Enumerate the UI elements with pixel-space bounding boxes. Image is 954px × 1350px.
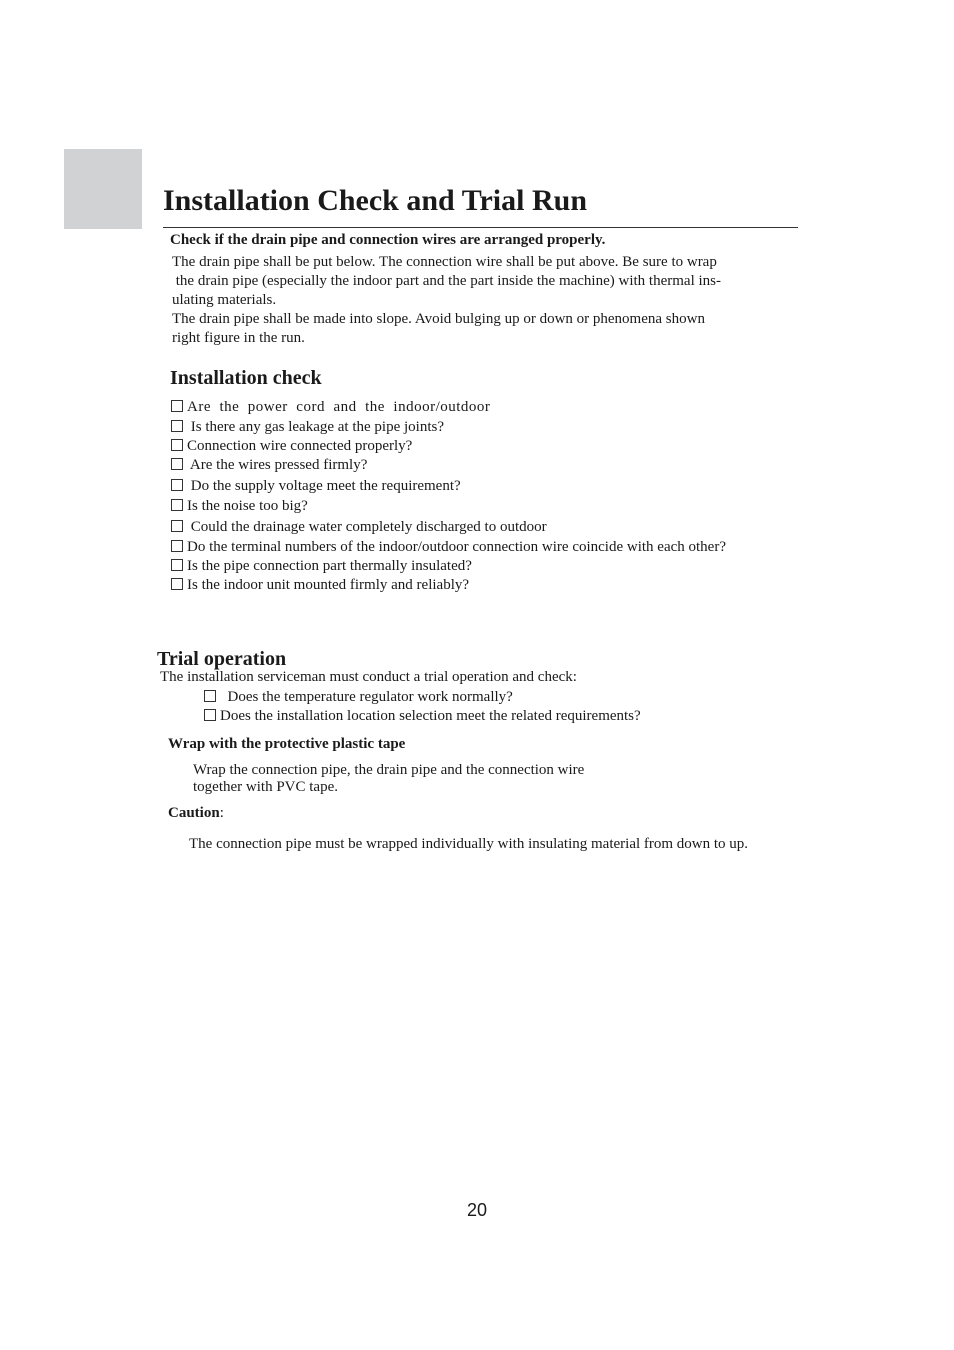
wrap-line-1: Wrap the connection pipe, the drain pipe and the connection wire — [193, 762, 585, 778]
check-item-drainage: Could the drainage water completely discharged to outdoor — [171, 518, 547, 537]
caution-text: The connection pipe must be wrapped individually with insulating material from down to up. — [189, 836, 749, 852]
arrangement-line-5: right figure in the run. — [172, 330, 305, 346]
wrap-heading: Wrap with the protective plastic tape — [168, 736, 406, 752]
arrangement-line-4: The drain pipe shall be made into slope. Avoid bulging up or down or phenomena shown — [172, 311, 705, 327]
check-item-supply-voltage: Do the supply voltage meet the requirement? — [171, 477, 461, 496]
arrangement-heading: Check if the drain pipe and connection wires are arranged properly. — [170, 232, 606, 248]
trial-operation-heading: Trial operation — [157, 648, 287, 670]
trial-item-installation-location: Does the installation location selection meet the related requirements? — [204, 707, 641, 726]
check-item-wires-pressed: Are the wires pressed firmly? — [171, 456, 367, 475]
caution-colon: : — [219, 805, 224, 821]
installation-check-heading: Installation check — [170, 367, 322, 389]
page-title: Installation Check and Trial Run — [163, 184, 587, 217]
arrangement-line-1: The drain pipe shall be put below. The connection wire shall be put above. Be sure to wrap — [172, 254, 717, 270]
checkbox-icon — [204, 709, 216, 721]
check-item-noise: Is the noise too big? — [171, 497, 308, 516]
checkbox-icon — [171, 400, 183, 412]
arrangement-line-2: the drain pipe (especially the indoor part and the part inside the machine) with thermal ins- — [172, 273, 721, 289]
checkbox-icon — [171, 520, 183, 532]
wrap-line-2: together with PVC tape. — [193, 779, 338, 795]
checkbox-icon — [171, 578, 183, 590]
check-item-connection-wire: Connection wire connected properly? — [171, 437, 412, 456]
checkbox-icon — [204, 690, 216, 702]
check-item-power-cord: Are the power cord and the indoor/outdoor — [171, 398, 490, 417]
check-item-thermal-insulation: Is the pipe connection part thermally insulated? — [171, 557, 472, 576]
checkbox-icon — [171, 559, 183, 571]
section-tab-block — [64, 149, 142, 229]
checkbox-icon — [171, 499, 183, 511]
checkbox-icon — [171, 439, 183, 451]
checkbox-icon — [171, 420, 183, 432]
caution-label: Caution — [168, 805, 220, 821]
page-number: 20 — [466, 1200, 488, 1220]
checkbox-icon — [171, 479, 183, 491]
trial-item-temperature-regulator: Does the temperature regulator work normally? — [204, 688, 513, 707]
caution-heading — [168, 804, 224, 823]
checkbox-icon — [171, 540, 183, 552]
checkbox-icon — [171, 458, 183, 470]
check-item-terminal-numbers: Do the terminal numbers of the indoor/outdoor connection wire coincide with each other? — [171, 538, 726, 557]
check-item-gas-leakage: Is there any gas leakage at the pipe joints? — [171, 418, 444, 437]
check-item-indoor-unit: Is the indoor unit mounted firmly and reliably? — [171, 576, 469, 595]
arrangement-line-3: ulating materials. — [172, 292, 277, 308]
title-rule — [163, 227, 798, 228]
trial-operation-intro: The installation serviceman must conduct a trial operation and check: — [160, 669, 577, 685]
